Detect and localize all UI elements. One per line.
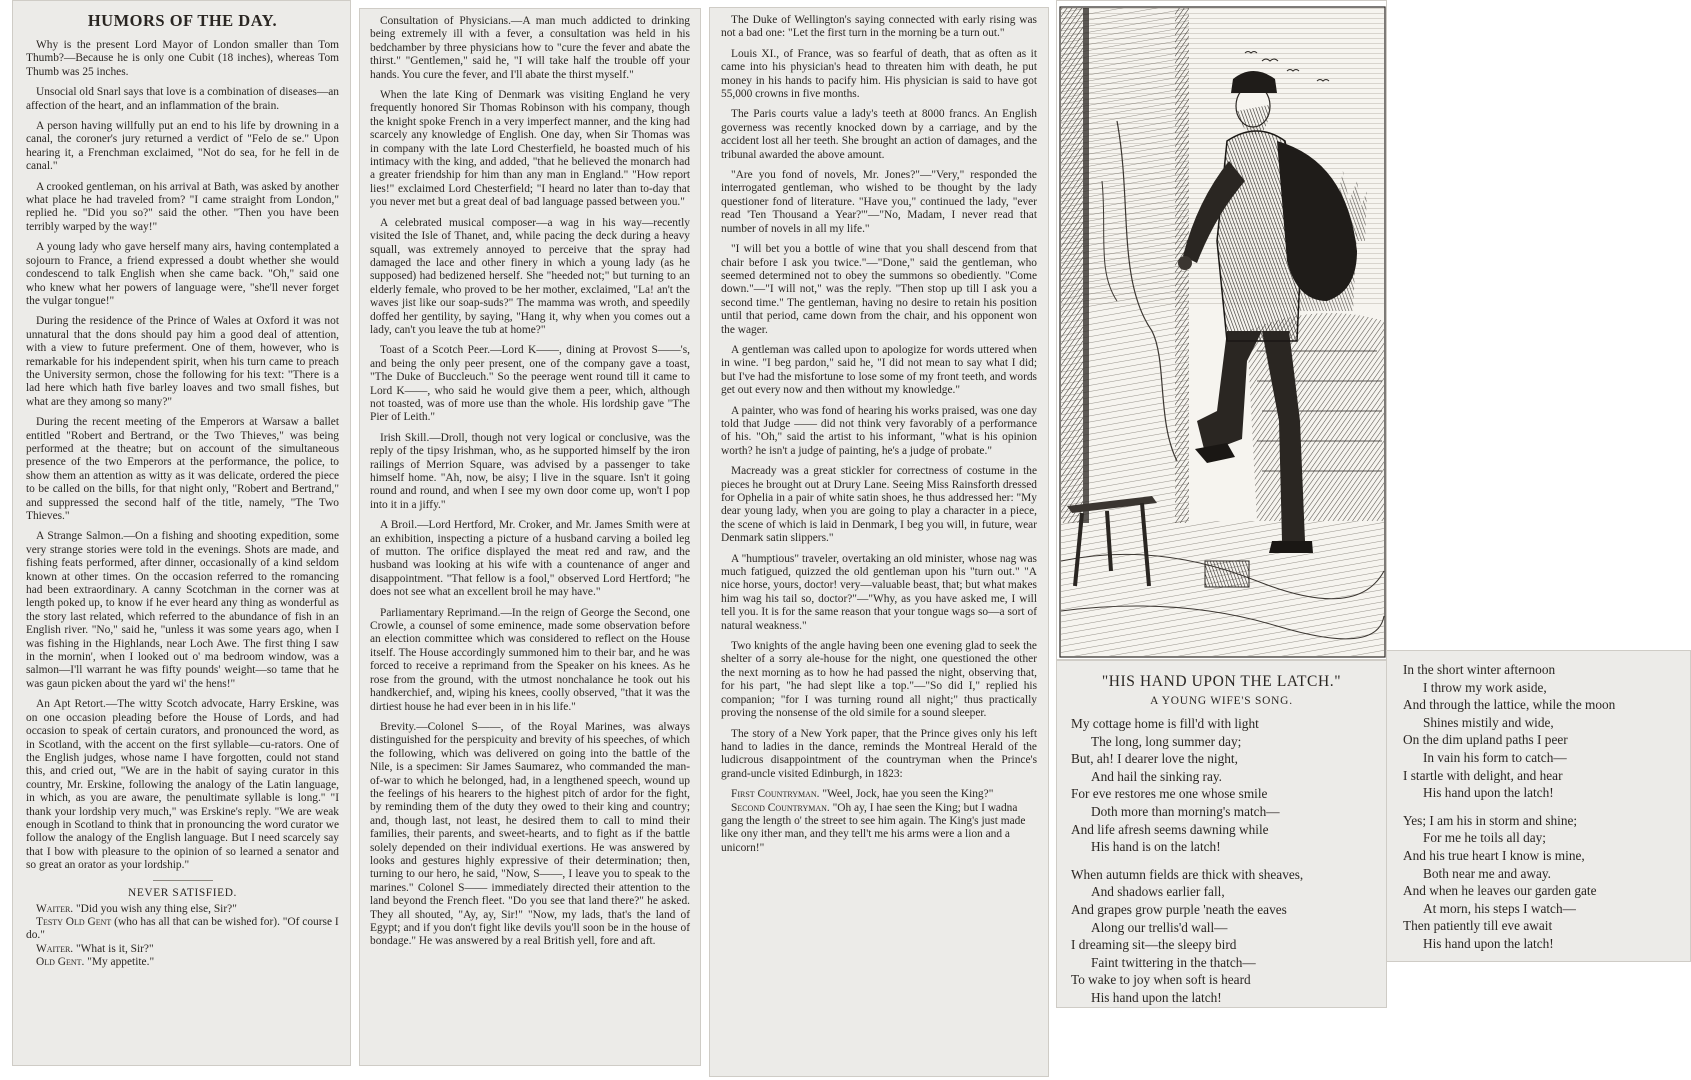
article-paragraph: The Paris courts value a lady's teeth at 8000 francs. An English governess was recently knocked down by a carriage, and by the accident lost all her teeth. She brought an action of damages, and the tribunal awarded the above amount. xyxy=(721,108,1037,161)
article-paragraph: During the recent meeting of the Emperors at Warsaw a ballet entitled "Robert and Bertrand, or the Two Thieves," was being performed at the theatre; but on account of the simultaneous presence of the two Emperors at the performance, the police, to show them an attention as witty as it was delicate, ordered the piece to be called on the bills, for that night only, "Robert and Bertrand," and suppressed the second half of the title, namely, "The Two Thieves." xyxy=(26,416,339,522)
poem-line: And grapes grow purple 'neath the eaves xyxy=(1071,901,1287,917)
dialog-speaker: Testy Old Gent xyxy=(36,915,112,928)
dialog-speaker: Second Countryman. xyxy=(731,801,830,814)
article-paragraph: A crooked gentleman, on his arrival at Bath, was asked by another what place he had traveled from? "I came straight from London," replied he. "Did you so?" said the other. "Then you have been terribly warped by the way!" xyxy=(26,180,339,233)
poem-line: On the dim upland paths I peer xyxy=(1403,732,1568,748)
article-paragraph: Parliamentary Reprimand.—In the reign of George the Second, one Crowle, a counsel of some eminence, made some observation before an election committee which was considered to reflect on the House itself. The House accordingly summoned him to their bar, and he was forced to receive a reprimand from the Speaker on his knees. As he rose from the ground, with the utmost nonchalance he took out his handkerchief, and, wiping his knees, coolly observed, "that it was the dirtiest house he had ever been in in his life." xyxy=(370,606,690,713)
man-at-door-engraving xyxy=(1057,1,1387,660)
poem-line: And through the lattice, while the moon xyxy=(1403,697,1616,713)
article-paragraph: A young lady who gave herself many airs, having contemplated a sojourn to France, a friend expressed a doubt whether she would condescend to talk English when she came back. "Oh," said one who knew what her powers of language were, "she'll never forget the vulgar tongue!" xyxy=(26,241,339,307)
dialog-speaker: Old Gent. xyxy=(36,956,85,969)
dialog-text: "My appetite." xyxy=(84,956,155,969)
divider xyxy=(153,880,213,881)
article-paragraph: Unsocial old Snarl says that love is a combination of diseases—an affection of the heart, and an inflammation of the brain. xyxy=(26,86,339,112)
poem-line: His hand upon the latch! xyxy=(1091,989,1222,1005)
article-paragraph: The story of a New York paper, that the Prince gives only his left hand to ladies in the dance, reminds the Montreal Herald of the ludicrous disappointment of the countryman when the Prince's grand-uncle visited Edinburgh, in 1823: xyxy=(721,727,1037,780)
poem-line: For me he toils all day; xyxy=(1423,830,1546,846)
poem-line: And hail the sinking ray. xyxy=(1091,768,1222,784)
poem-line: To wake to joy when soft is heard xyxy=(1071,972,1251,988)
poem-line: I dreaming sit—the sleepy bird xyxy=(1071,937,1237,953)
section-title: NEVER SATISFIED. xyxy=(128,886,237,899)
poem-line: Along our trellis'd wall— xyxy=(1091,919,1228,935)
article-paragraph: Toast of a Scotch Peer.—Lord K——, dining at Provost S——'s, and being the only peer present, one of the company gave a toast, "The Duke of Buccleuch." So the peerage went round till it came to Lord K——, who said he would give them a peer, which, although not toasted, was of more use than the whole. His lordship gave "The Pier of Leith." xyxy=(370,344,690,424)
poem-line: When autumn fields are thick with sheaves, xyxy=(1071,866,1304,882)
dialog-text: "What is it, Sir?" xyxy=(73,942,154,955)
dialog-speaker: Waiter. xyxy=(36,942,74,955)
poem-line: But, ah! I dearer love the night, xyxy=(1071,751,1238,767)
dialog-text: "Oh ay, I hae seen the King; but I wadna gang the length o' the street to see him again. The King's just made like ony ither man, and they tell't me his arms were a lion and a unicorn!" xyxy=(721,801,1026,854)
article-paragraph: An Apt Retort.—The witty Scotch advocate, Harry Erskine, was on one occasion pleading before the House of Lords, and had occasion to speak of certain curators, and pronounced the word, as in Scotland, with the accent on the first syllable—cu-rators. One of the English judges, whose name I have forgotten, could not stand this, and cried out, "We are in the habit of saying curator in this country, Mr. Erskine, following the analogy of the Latin language, in which, as you are aware, the penultimate syllable is long." "I thank your lordship very much," was Erskine's reply. "We are weak enough in Scotland to think that in pronouncing the word curator we follow the analogy of the English language. But I need scarcely say that I bow with pleasure to the opinion of so learned a senator and so great an orator as your lordship." xyxy=(26,698,339,872)
column-1-clipping xyxy=(12,0,351,1066)
article-paragraph: Two knights of the angle having been one evening glad to seek the shelter of a sorry ale-house for the night, one questioned the other the next morning as to how he had passed the night, observing that, for his part, "he had slept like a top."—"So did I," replied his companion; "for I was turning round all night;" thus practically proving the nonsense of the old simile for a sound sleeper. xyxy=(721,640,1037,720)
article-paragraph: Why is the present Lord Mayor of London smaller than Tom Thumb?—Because he is only one Cubit (18 inches), whereas Tom Thumb was 25 inches. xyxy=(26,39,339,78)
article-paragraph: A painter, who was fond of hearing his works praised, was one day told that Judge —— did not think very favorably of a performance of his. "Oh," said the artist to his informant, "what is his opinion worth? he isn't a judge of painting, he's a judge of probate." xyxy=(721,404,1037,457)
column-3-clipping xyxy=(709,7,1049,1077)
poem-clipping-left xyxy=(1056,660,1387,1008)
dialog-speaker: First Countryman. xyxy=(731,788,820,801)
poem-line: And shadows earlier fall, xyxy=(1091,884,1225,900)
dialog-speaker: Waiter. xyxy=(36,902,74,915)
article-paragraph: Brevity.—Colonel S——, of the Royal Marines, was always distinguished for the perspicuity and brevity of his speeches, of which the following, which was delivered on going into the battle of the Nile, is a specimen: Sir James Saumarez, who commanded the man-of-war to which he belonged, had, in a lengthened speech, wound up the feelings of his hearers to the highest pitch of ardor for the fight, by reminding them of the duty they owed to their king and country; and, though last, not least, he desired them to call to mind their families, their parents, and sweet-hearts, and to fight as if the battle solely depended on their individual exertions. He was answered by looks and gestures highly expressive of their determination; then, turning to our hero, he said, "Now, S——, I leave you to speak to the marines." Colonel S—— immediately directed their attention to the land beyond the French fleet. "Do you see that land there?" he asked. They all shouted, "Ay, ay, Sir!" "Now, my lads, that's the land of Egypt; and if you don't fight like devils you'll soon be in the house of bondage." He was answered by a real British yell, fore and aft. xyxy=(370,720,690,948)
poem-stanza xyxy=(1403,812,1676,953)
poem-line: In vain his form to catch— xyxy=(1423,749,1567,765)
poem-line: I startle with delight, and hear xyxy=(1403,767,1563,783)
dialog-line xyxy=(26,956,339,969)
poem-line: The long, long summer day; xyxy=(1091,733,1242,749)
article-paragraph: A person having willfully put an end to his life by drowning in a canal, the coroner's jury returned a verdict of "Felo de se." Upon hearing it, a Frenchman exclaimed, "Not do sea, for he fell in de canal." xyxy=(26,120,339,173)
poem-stanzas-left xyxy=(1071,715,1372,1007)
poem-line: Then patiently till eve await xyxy=(1403,918,1553,934)
poem-subtitle: A YOUNG WIFE'S SONG. xyxy=(1150,695,1293,707)
dialog-line xyxy=(26,916,339,943)
poem-line: In the short winter afternoon xyxy=(1403,662,1556,677)
column-2-clipping xyxy=(359,8,701,1066)
poem-line: Both near me and away. xyxy=(1423,865,1551,881)
dialog-text: "Weel, Jock, hae you seen the King?" xyxy=(819,788,994,801)
poem-line: Faint twittering in the thatch— xyxy=(1091,954,1256,970)
dialog-line xyxy=(721,802,1037,856)
poem-line: His hand upon the latch! xyxy=(1423,785,1554,801)
poem-line: And life afresh seems dawning while xyxy=(1071,821,1269,837)
poem-stanza xyxy=(1071,866,1372,1007)
poem-clipping-right xyxy=(1386,650,1691,962)
poem-line: And when he leaves our garden gate xyxy=(1403,883,1597,899)
article-paragraph: A "humptious" traveler, overtaking an old minister, whose nag was much fatigued, quizzed the old gentleman upon his "turn out." "A nice horse, yours, doctor! very—valuable beast, that; but what makes him wag his tail so, doctor?"—"Why, as you have asked me, I will tell you. It is for the same reason that your tongue wags so—a sort of natural weakness." xyxy=(721,552,1037,632)
column-2-paragraphs xyxy=(370,15,690,949)
poem-line: His hand is on the latch! xyxy=(1091,839,1221,855)
column-1-paragraphs xyxy=(26,39,339,873)
poem-line: Yes; I am his in storm and shine; xyxy=(1403,812,1578,828)
article-paragraph: Macready was a great stickler for correctness of costume in the pieces he brought out at Drury Lane. Seeing Miss Rainsforth dressed for Ophelia in a pair of white satin shoes, he thus addressed her: "My dear young lady, when you are going to play a character in a piece, the scene of which is laid in Denmark, I beg you will, in future, wear Denmark satin slippers." xyxy=(721,465,1037,545)
poem-stanza xyxy=(1071,715,1372,856)
poem-stanzas-right xyxy=(1403,661,1676,953)
article-paragraph: During the residence of the Prince of Wales at Oxford it was not unnatural that the dons should pay him a good deal of attention, with a view to future preferment. One of them, however, who is remarkable for his independent spirit, when his turn came to preach the University sermon, chose the following for his text: "There is a lad here which hath five barley loaves and two small fishes, but what are they among so many?" xyxy=(26,315,339,408)
poem-line: His hand upon the latch! xyxy=(1423,935,1554,951)
article-paragraph: A Broil.—Lord Hertford, Mr. Croker, and Mr. James Smith were at an exhibition, inspecting a picture of a husband carving a boiled leg of mutton. The orifice displayed the meat red and raw, and the husband was looking at his wife with a countenance of anger and disappointment. "That fellow is a fool," observed Lord Hertford; "he does not see what an excellent broil he may have." xyxy=(370,519,690,599)
poem-line: Shines mistily and wide, xyxy=(1423,714,1554,730)
article-paragraph: "I will bet you a bottle of wine that you shall descend from that chair before I ask you twice."—"Done," said the gentleman, who seemed determined not to obey the summons so obediently. "Come down."—"I will not," was the reply. "Then stop up till I ask you a second time." The gentleman, having no desire to retain his position until that period, came down from the chair, and his opponent won the wager. xyxy=(721,243,1037,336)
dialog-block xyxy=(26,903,339,970)
poem-line: Doth more than morning's match— xyxy=(1091,803,1280,819)
poem-line: My cottage home is fill'd with light xyxy=(1071,716,1259,731)
engraving-illustration xyxy=(1056,0,1387,660)
poem-title: "HIS HAND UPON THE LATCH." xyxy=(1101,673,1342,690)
article-paragraph: "Are you fond of novels, Mr. Jones?"—"Very," responded the interrogated gentleman, who wished to be thought by the lady questioner fond of literature. "Have you," continued the lady, "ever read 'Ten Thousand a Year?'"—"No, Madam, I never read that number of novels in all my life." xyxy=(721,169,1037,235)
poem-line: At morn, his steps I watch— xyxy=(1423,900,1576,916)
poem-line: I throw my work aside, xyxy=(1423,679,1547,695)
dialog-block xyxy=(721,788,1037,855)
dialog-line xyxy=(721,788,1037,801)
column-title: HUMORS OF THE DAY. xyxy=(87,11,278,30)
article-paragraph: When the late King of Denmark was visiting England he very frequently honored Sir Thomas Robinson with his company, though the knight spoke French in a very imperfect manner, and the king had scarcely any knowledge of English. One day, when Sir Thomas was in company with the late Lord Chesterfield, he boasted much of his intimacy with the king, and added, "that he believed the monarch had a greater friendship for him than any man in England." "How report lies!" exclaimed Lord Chesterfield; "I heard no later than to-day that you never met but a great deal of bad language passed between you." xyxy=(370,89,690,209)
article-paragraph: A Strange Salmon.—On a fishing and shooting expedition, some very strange stories were told in the evenings. Shots are made, and fishing feats performed, after dinner, occasionally of a kind seldom known at other times. On the occasion referred to the romancing had been extraordinary. A canny Scotchman in the corner was at length poked up, to know if he ever heard any thing as wonderful as the story last related, which referred to the abundance of fish in an English river. "No," said he, "unless it was some years ago, when I was fishing in the Highlands, near Loch Awe. The first thing I saw in the mornin', when I looked out o' ma bedroom window, was a salmon—I'll warrant he was fifty pounds' weight—so tame that he was gaun picken about the yard wi' the hens!" xyxy=(26,530,339,690)
dialog-line xyxy=(26,943,339,956)
poem-line: And his true heart I know is mine, xyxy=(1403,847,1585,863)
article-paragraph: A gentleman was called upon to apologize for words uttered when in wine. "I beg pardon," said he, "I did not mean to say what I did; but I've had the misfortune to lose some of my front teeth, and words get out every now and then without my knowledge." xyxy=(721,343,1037,397)
article-paragraph: Louis XI., of France, was so fearful of death, that as often as it came into his physician's head to threaten him with death, he put money in his hands to pacify him. His physician is said to have got 55,000 crowns in five months. xyxy=(721,47,1037,101)
dialog-line xyxy=(26,903,339,916)
column-3-paragraphs xyxy=(721,14,1037,781)
dialog-text: (who has all that can be wished for). "Of course I do." xyxy=(26,915,339,942)
dialog-text: "Did you wish any thing else, Sir?" xyxy=(73,902,237,915)
poem-stanza xyxy=(1403,661,1676,802)
article-paragraph: Irish Skill.—Droll, though not very logical or conclusive, was the reply of the tipsy Irishman, who, as he supported himself by the iron railings of Merrion Square, was advised by a passenger to take himself home. "Ah, now, be aisy; I live in the square. Isn't it going round and round, and when I see my own door come up, won't I pop into it in a jiffy." xyxy=(370,431,690,511)
article-paragraph: Consultation of Physicians.—A man much addicted to drinking being extremely ill with a fever, a consultation was held in his bedchamber by three physicians how to "cure the fever and abate the thirst." "Gentlemen," said he, "I will take half the trouble off your hands. You cure the fever, and I'll abate the thirst myself." xyxy=(370,15,690,81)
poem-line: For eve restores me one whose smile xyxy=(1071,786,1268,802)
article-paragraph: A celebrated musical composer—a wag in his way—recently visited the Isle of Thanet, and, while pacing the deck during a heavy squall, was extremely annoyed to perceive that the spray had damaged the lace and other finery in which a young lady (as he supposed) had bedizened herself. She "heeded not;" but turning to an elderly female, who proved to be her mother, exclaimed, "La! an't the waves jist like our soap-suds?" The mamma was wroth, and speedily doffed her gentility, by saying, "Hang it, why when you comes out a lady, can't you leave the tub at home?" xyxy=(370,216,690,336)
article-paragraph: The Duke of Wellington's saying connected with early rising was not a bad one: "Let the first turn in the morning be a turn out." xyxy=(721,14,1037,40)
